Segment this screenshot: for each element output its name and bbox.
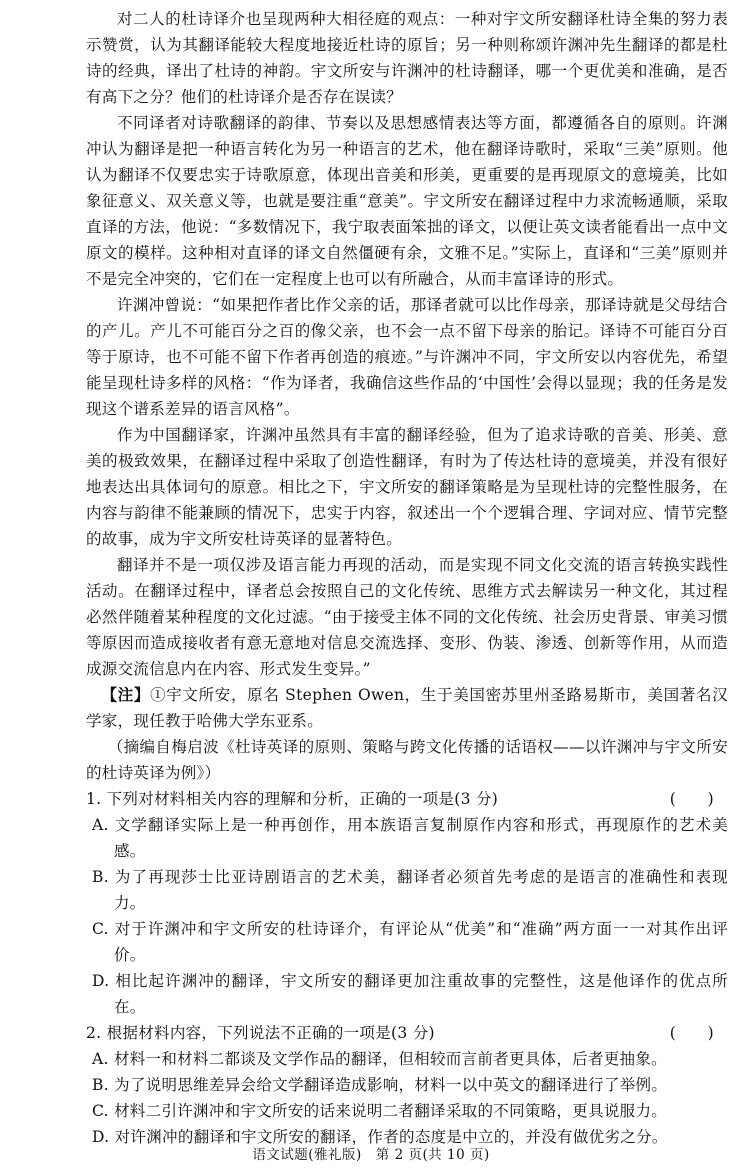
question-1-stem: 1. 下列对材料相关内容的理解和分析，正确的一项是(3 分) [86, 790, 499, 808]
annotation [86, 682, 728, 734]
question-2-stem: 2. 根据材料内容，下列说法不正确的一项是(3 分) [86, 1024, 435, 1042]
question-2-option-b: B. 为了说明思维差异会给文学翻译造成影响，材料一以中英文的翻译进行了举例。 [92, 1076, 668, 1094]
reading-passage [86, 6, 728, 1150]
question-2 [86, 1020, 728, 1046]
question-2-answer-blank: ( ) [669, 1024, 714, 1042]
annotation-tag: 【注】 [101, 685, 151, 704]
passage-paragraph-2: 不同译者对诗歌翻译的韵律、节奏以及思想感情表达等方面，都遵循各自的原则。许渊冲认为翻译是把一种语言转化为另一种语言的艺术，他在翻译诗歌时，采取“三美”原则。他认为翻译不仅要忠实于诗歌原意，体现出音美和形美，更重要的是再现原文的意境美，比如象征意义、双关意义等，也就是要注重“意美”。宇文所安在翻译过程中力求流畅通顺，采取直译的方法，他说：“多数情况下，我宁取表面笨拙的译文，以便让英文读者能看出一点中文原文的模样。这种相对直译的译文自然僵硬有余，文雅不足。”实际上，直译和“三美”原则并不是完全冲突的，它们在一定程度上也可以有所融合，从而丰富译诗的形式。 [86, 114, 728, 288]
question-1-option-d: D. 相比起许渊冲的翻译，宇文所安的翻译更加注重故事的完整性，这是他译作的优点所在。 [92, 972, 728, 1016]
question-1-answer-blank: ( ) [669, 790, 714, 808]
question-2-option-d: D. 对许渊冲的翻译和宇文所安的翻译，作者的态度是中立的，并没有做优劣之分。 [92, 1128, 668, 1146]
annotation-text: ①宇文所安，原名 Stephen Owen，生于美国密苏里州圣路易斯市，美国著名汉学家，现任教于哈佛大学东亚系。 [86, 686, 728, 730]
passage-paragraph-4: 作为中国翻译家，许渊冲虽然具有丰富的翻译经验，但为了追求诗歌的音美、形美、意美的极致效果，在翻译过程中采取了创造性翻译，有时为了传达杜诗的意境美，并没有很好地表达出具体词句的原意。相比之下，宇文所安的翻译策略是为呈现杜诗的完整性服务，在内容与韵律不能兼顾的情况下，忠实于内容，叙述出一个个逻辑合理、字词对应、情节完整的故事，成为宇文所安杜诗英译的显著特色。 [86, 426, 728, 548]
page-footer: 语文试题(雅礼版) 第 2 页(共 10 页) [252, 1147, 490, 1163]
source-citation: （摘编自梅启波《杜诗英译的原则、策略与跨文化传播的话语权——以许渊冲与宇文所安的杜诗英译为例》） [86, 738, 728, 782]
question-1-option-c: C. 对于许渊冲和宇文所安的杜诗译介，有评论从“优美”和“准确”两方面一一对其作出评价。 [92, 920, 728, 964]
passage-paragraph-5: 翻译并不是一项仅涉及语言能力再现的活动，而是实现不同文化交流的语言转换实践性活动。在翻译过程中，译者总会按照自己的文化传统、思维方式去解读另一种文化，其过程必然伴随着某种程度的文化过滤。“由于接受主体不同的文化传统、社会历史背景、审美习惯等原因而造成接收者有意无意地对信息交流选择、变形、伪装、渗透、创新等作用，从而造成源交流信息内在内容、形式发生变异。” [86, 556, 728, 678]
passage-paragraph-3: 许渊冲曾说：“如果把作者比作父亲的话，那译者就可以比作母亲，那译诗就是父母结合的产儿。产儿不可能百分之百的像父亲，也不会一点不留下母亲的胎记。译诗不可能百分百等于原诗，也不可能不留下作者再创造的痕迹。”与许渊冲不同，宇文所安以内容优先，希望能呈现杜诗多样的风格：“作为译者，我确信这些作品的‘中国性’会得以显现；我的任务是发现这个谱系差异的语言风格”。 [86, 296, 728, 418]
passage-paragraph-1: 对二人的杜诗译介也呈现两种大相径庭的观点：一种对宇文所安翻译杜诗全集的努力表示赞赏，认为其翻译能较大程度地接近杜诗的原旨；另一种则称颂许渊冲先生翻译的都是杜诗的经典，译出了杜诗的神韵。宇文所安与许渊冲的杜诗翻译，哪一个更优美和准确，是否有高下之分？他们的杜诗译介是否存在误读？ [86, 10, 728, 106]
question-2-option-a: A. 材料一和材料二都谈及文学作品的翻译，但相较而言前者更具体，后者更抽象。 [92, 1050, 667, 1068]
question-2-option-c: C. 材料二引许渊冲和宇文所安的话来说明二者翻译采取的不同策略，更具说服力。 [92, 1102, 668, 1120]
question-1-option-a: A. 文学翻译实际上是一种再创作，用本族语言复制原作内容和形式，再现原作的艺术美感。 [92, 816, 728, 860]
question-1 [86, 786, 728, 812]
question-1-option-b: B. 为了再现莎士比亚诗剧语言的艺术美，翻译者必须首先考虑的是语言的准确性和表现力。 [92, 868, 728, 912]
